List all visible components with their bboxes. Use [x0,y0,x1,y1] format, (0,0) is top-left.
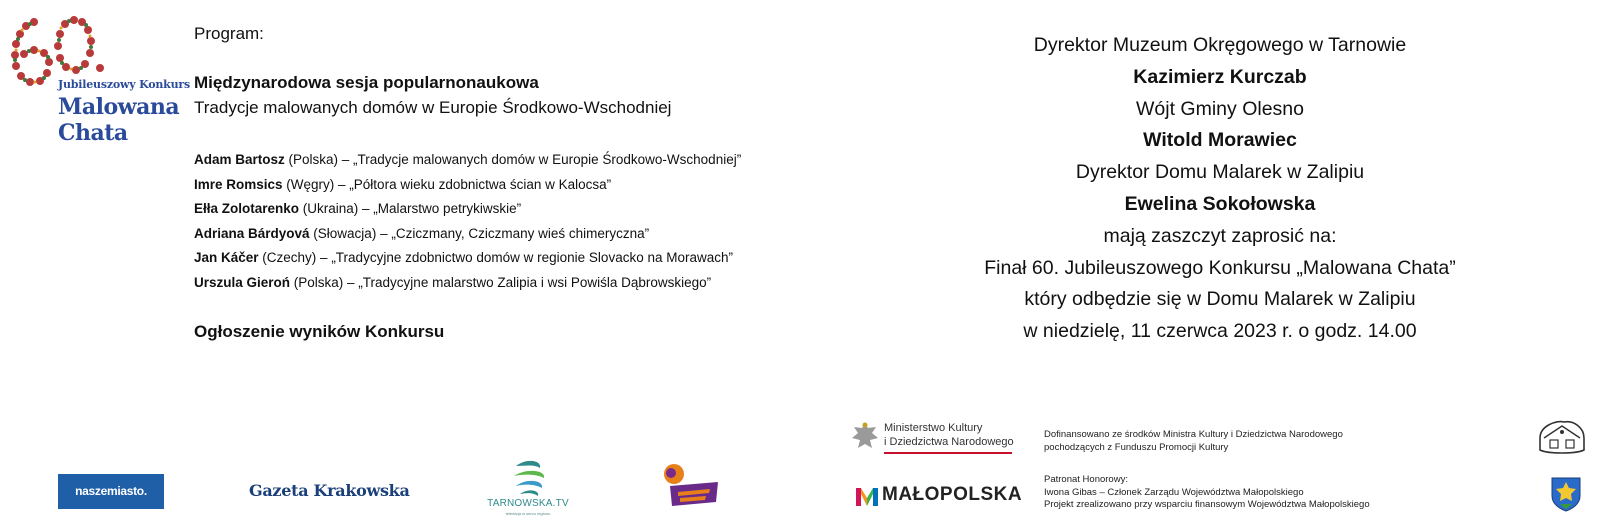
ministry-red-underline [884,452,1012,454]
gmina-coat-of-arms [1550,476,1582,512]
session-subtitle: Tradycje malowanych domów w Europie Środkowo-Wschodniej [194,98,672,117]
invitation-date: w niedzielę, 11 czerwca 2023 r. o godz. 14.00 [1023,320,1417,343]
speaker-talk: (Polska) – „Tradycje malowanych domów w Europie Środkowo-Wschodniej” [284,152,742,167]
speaker-talk: (Słowacja) – „Cziczmany, Cziczmany wieś chimeryczna” [309,225,650,241]
speaker-talk: (Ukraina) – „Malarstwo petrykiwskie” [299,201,522,217]
ministry-name-line1: Ministerstwo Kultury [884,422,983,434]
list-item [194,148,741,173]
ministry-name-line2: i Dziedzictwa Narodowego [884,436,1014,448]
invitation-section [900,30,1540,348]
results-announcement: Ogłoszenie wyników Konkursu [194,322,445,341]
list-item [194,271,741,296]
eagle-emblem-icon [850,420,880,456]
list-item [194,197,741,222]
gazeta-krakowska-logo: Gazeta Krakowska [249,481,410,500]
patronage-notice [1044,474,1370,512]
ministry-culture-logo [850,420,1020,456]
invitation-host-name: Ewelina Sokołowska [1124,192,1316,215]
speaker-name: Adriana Bárdyová [194,225,310,241]
invitation-line: Dyrektor Domu Malarek w Zalipiu [1075,161,1365,184]
speaker-name: Ełła Zolotarenko [194,201,300,217]
invitation-line: Wójt Gminy Olesno [1136,97,1304,120]
tarnow-emblem-icon [660,462,722,508]
list-item [194,246,741,271]
logo-subtitle: Jubileuszowy Konkurs [58,78,190,91]
funding-line: Dofinansowano ze środków Ministra Kultury i Dziedzictwa Narodowego [1044,429,1343,440]
naszemiasto-logo: naszemiasto. [58,474,164,509]
funding-notice [1044,429,1343,454]
speaker-talk: (Polska) – „Tradycyjne malarstwo Zalipia i wsi Powiśla Dąbrowskiego” [290,274,712,290]
speaker-name: Adam Bartosz [194,152,285,167]
tarnow-logo [660,462,722,508]
painted-house-icon [1536,416,1588,458]
patronage-line: Patronat Honorowy: [1044,474,1128,485]
speaker-name: Jan Káčer [194,250,259,266]
zalipie-house-logo [1536,416,1588,458]
funding-line: pochodzących z Funduszu Promocji Kultury [1044,441,1229,453]
malopolska-logo [854,481,1023,509]
invitation-host-name: Kazimierz Kurczab [1133,65,1307,88]
invitation-event: Finał 60. Jubileuszowego Konkursu „Malowana Chata” [984,256,1456,279]
invitation-host-name: Witold Morawiec [1143,129,1297,152]
wave-icon [486,458,570,498]
session-title: Międzynarodowa sesja popularnonaukowa [194,73,539,92]
invitation-venue: który odbędzie się w Domu Malarek w Zalipiu [1024,288,1416,311]
speaker-talk: (Czechy) – „Tradycyjne zdobnictwo domów w regionie Slovacko na Morawach” [258,250,733,266]
speaker-name: Urszula Gieroń [194,274,291,290]
speaker-talk: (Węgry) – „Półtora wieku zdobnictwa ścian w Kalocsa” [282,176,612,192]
patronage-line: Iwona Gibas – Członek Zarządu Województwa Małopolskiego [1044,486,1304,498]
list-item [194,222,741,247]
patronage-line: Projekt zrealizowano przy wsparciu finansowym Województwa Małopolskiego [1044,499,1370,510]
invitation-line: mają zaszczyt zaprosić na: [1103,224,1337,247]
tarnowska-tv-tagline: telewizja w sercu regionu [505,511,551,516]
program-label: Program: [194,24,264,43]
competition-logo [4,8,190,146]
list-item [194,173,741,198]
coat-of-arms-icon [1550,476,1582,512]
tarnowska-tv-logo [486,458,570,520]
speaker-list [194,148,741,296]
logo-title-line2: Chata [58,120,128,146]
malopolska-text: MAŁOPOLSKA [882,484,1023,505]
invitation-line: Dyrektor Muzeum Okręgowego w Tarnowie [1033,34,1407,56]
logo-title-line1: Malowana [58,94,180,120]
speaker-name: Imre Romsics [194,176,283,192]
tarnowska-tv-label: TARNOWSKA.TV [487,498,569,509]
malopolska-m-icon [854,482,880,508]
